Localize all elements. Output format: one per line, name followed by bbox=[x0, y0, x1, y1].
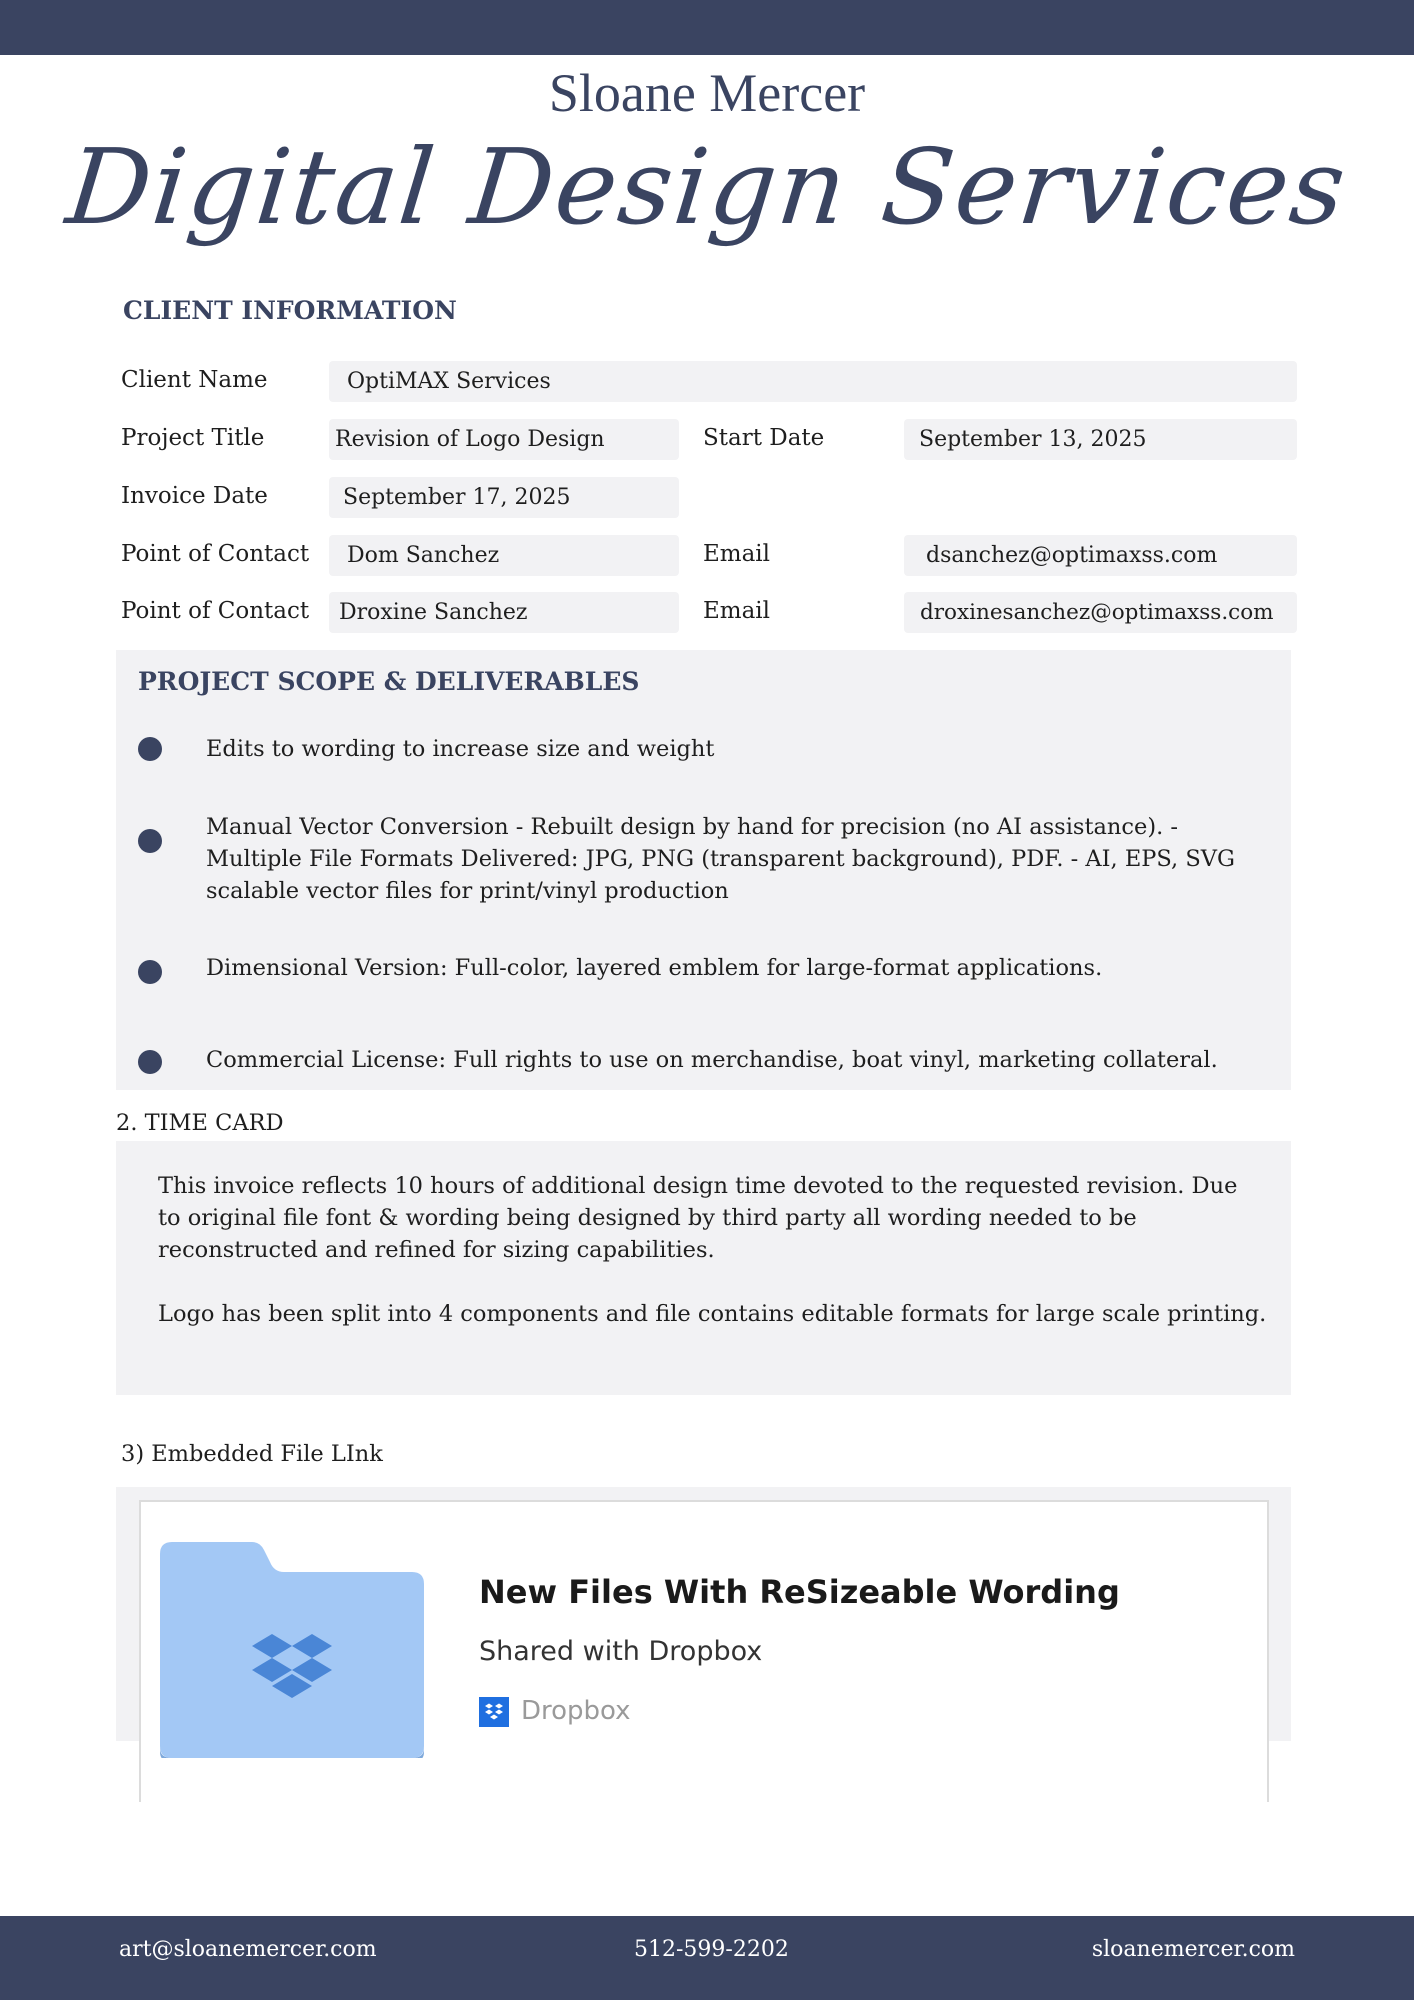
embed-title[interactable]: New Files With ReSizeable Wording bbox=[479, 1573, 1120, 1611]
embed-heading: 3) Embedded File LInk bbox=[121, 1441, 383, 1467]
project-title-field: Revision of Logo Design bbox=[329, 419, 679, 460]
scope-item: Dimensional Version: Full-color, layered emblem for large-format applications. bbox=[206, 955, 1103, 981]
email-label: Email bbox=[703, 541, 771, 567]
contact-label: Point of Contact bbox=[121, 598, 310, 624]
footer-phone[interactable]: 512-599-2202 bbox=[634, 1937, 789, 1962]
bullet-icon bbox=[138, 737, 162, 761]
email-label: Email bbox=[703, 598, 771, 624]
time-card-paragraph: This invoice reflects 10 hours of additional design time devoted to the requested revision. Due to original file font & wording being designed by third party all wording needed to be reconstructed and refined for sizing capabilities. bbox=[158, 1173, 1238, 1263]
start-date-label: Start Date bbox=[703, 425, 825, 451]
brand-name: Sloane Mercer bbox=[548, 63, 866, 123]
bullet-icon bbox=[138, 960, 162, 984]
time-card-paragraph: Logo has been split into 4 components and file contains editable formats for large scale printing. bbox=[158, 1301, 1267, 1327]
project-title-label: Project Title bbox=[121, 425, 265, 451]
scope-heading: PROJECT SCOPE & DELIVERABLES bbox=[138, 667, 640, 696]
footer-email[interactable]: art@sloanemercer.com bbox=[119, 1937, 377, 1962]
client-name-label: Client Name bbox=[121, 367, 268, 393]
service-tagline: Digital Design Services bbox=[61, 126, 1353, 248]
embed-subtitle: Shared with Dropbox bbox=[479, 1636, 763, 1667]
contact-field: Dom Sanchez bbox=[329, 535, 679, 576]
scope-item: Manual Vector Conversion - Rebuilt design by hand for precision (no AI assistance). - Multiple File Formats Delivered: JPG, PNG (transparent background), PDF. - AI, EPS, SVG scalable vector files for print/vinyl production bbox=[206, 814, 1235, 904]
client-name-field: OptiMAX Services bbox=[329, 361, 1297, 402]
bullet-icon bbox=[138, 1050, 162, 1074]
invoice-date-label: Invoice Date bbox=[121, 483, 268, 509]
contact-label: Point of Contact bbox=[121, 541, 310, 567]
embed-source: Dropbox bbox=[521, 1696, 631, 1726]
scope-item: Edits to wording to increase size and weight bbox=[206, 736, 715, 762]
invoice-date-field: September 17, 2025 bbox=[329, 477, 679, 518]
email-field: droxinesanchez@optimaxss.com bbox=[904, 592, 1297, 633]
time-card-heading: 2. TIME CARD bbox=[116, 1110, 284, 1136]
footer-website[interactable]: sloanemercer.com bbox=[1091, 1937, 1295, 1962]
start-date-field: September 13, 2025 bbox=[904, 419, 1297, 460]
scope-item: Commercial License: Full rights to use on merchandise, boat vinyl, marketing collateral. bbox=[206, 1047, 1218, 1073]
email-field: dsanchez@optimaxss.com bbox=[904, 535, 1297, 576]
bullet-icon bbox=[138, 829, 162, 853]
client-info-heading: CLIENT INFORMATION bbox=[123, 296, 457, 325]
header-bar bbox=[0, 0, 1414, 55]
dropbox-logo-icon bbox=[479, 1697, 509, 1727]
contact-field: Droxine Sanchez bbox=[329, 592, 679, 633]
dropbox-folder-icon[interactable] bbox=[160, 1542, 424, 1758]
